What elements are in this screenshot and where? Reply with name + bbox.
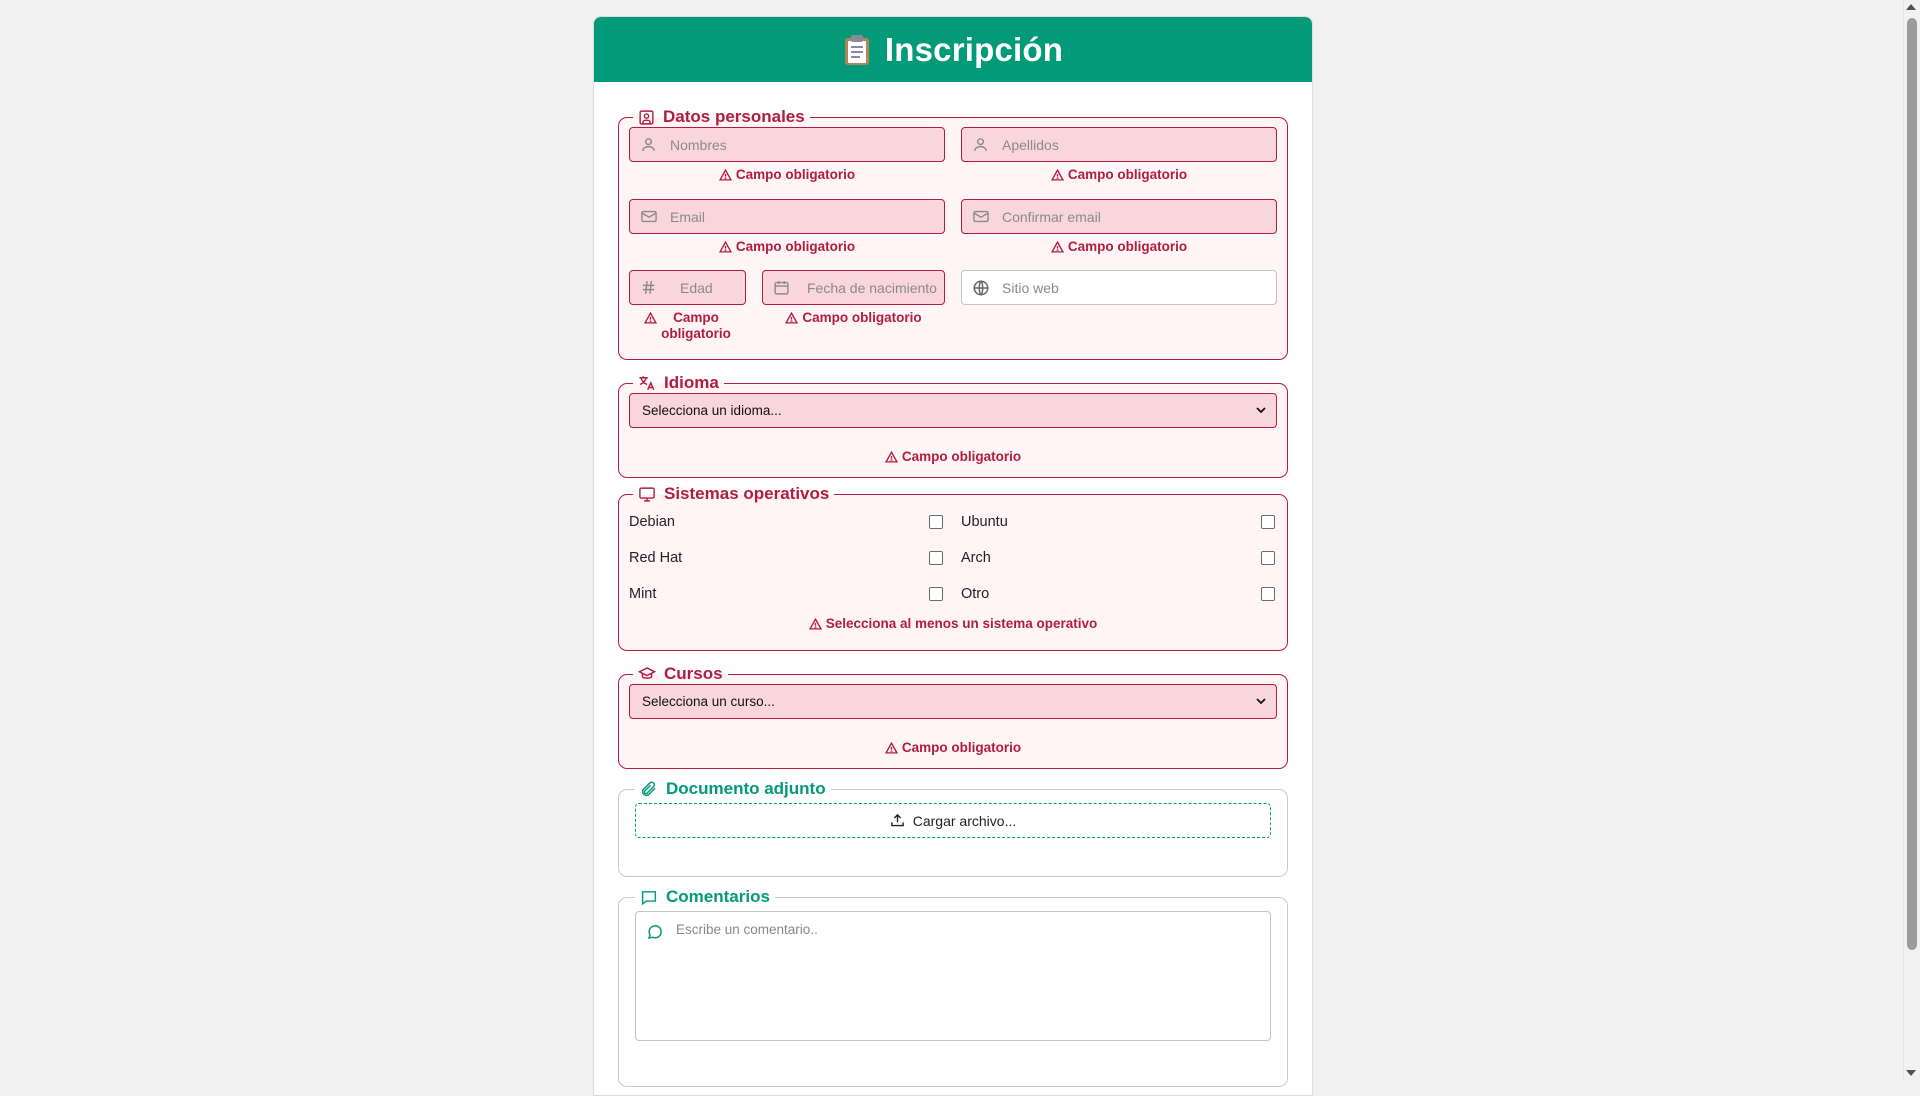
- os-checkbox-redhat[interactable]: [929, 551, 943, 565]
- warning-icon: [644, 312, 657, 324]
- cursos-title: Cursos: [664, 664, 723, 683]
- os-checkbox-otro[interactable]: [1261, 587, 1275, 601]
- fecha-input[interactable]: [763, 271, 944, 304]
- scroll-down-arrow-icon[interactable]: [1906, 1070, 1916, 1076]
- warning-icon: [719, 241, 732, 253]
- email-field[interactable]: [629, 199, 945, 234]
- upload-icon: [890, 813, 905, 828]
- sitio-web-input[interactable]: [962, 271, 1276, 304]
- confirm-email-input[interactable]: [962, 200, 1276, 233]
- warning-icon: [1051, 241, 1064, 253]
- message-circle-icon: [646, 923, 664, 941]
- os-option-redhat[interactable]: [629, 540, 945, 576]
- idioma-error-text: Campo obligatorio: [901, 449, 1022, 464]
- nombres-error: [629, 167, 945, 183]
- id-card-icon: [638, 109, 655, 126]
- warning-icon: [885, 451, 898, 463]
- os-label-mint: Mint: [629, 586, 657, 602]
- apellidos-error-text: Campo obligatorio: [1067, 167, 1188, 182]
- os-label-otro: Otro: [961, 586, 990, 602]
- confirm-email-field[interactable]: [961, 199, 1277, 234]
- os-section: [618, 484, 1288, 651]
- warning-icon: [785, 312, 798, 324]
- chevron-down-icon: [1256, 698, 1266, 705]
- message-square-icon: [640, 889, 658, 906]
- warning-icon: [719, 169, 732, 181]
- user-icon: [972, 136, 989, 153]
- os-option-ubuntu[interactable]: [961, 504, 1277, 540]
- os-checkbox-debian[interactable]: [929, 515, 943, 529]
- idioma-error: [629, 449, 1277, 465]
- os-legend: [633, 484, 834, 504]
- comment-textarea[interactable]: [635, 911, 1271, 1041]
- idioma-legend: [633, 373, 724, 393]
- form-header: [594, 17, 1312, 82]
- os-label-redhat: Red Hat: [629, 550, 683, 566]
- email-error: [629, 239, 945, 255]
- apellidos-input[interactable]: [962, 128, 1276, 161]
- cursos-error-text: Campo obligatorio: [901, 740, 1022, 755]
- personal-data-legend: [633, 107, 810, 127]
- nombres-input[interactable]: [630, 128, 944, 161]
- cursos-select[interactable]: [629, 684, 1277, 719]
- cursos-section: [618, 664, 1288, 769]
- nombres-error-text: Campo obligatorio: [735, 167, 856, 182]
- os-label-debian: Debian: [629, 514, 675, 530]
- edad-error-text: Campo obligatorio: [661, 310, 731, 341]
- fecha-field[interactable]: [762, 270, 945, 305]
- os-title: Sistemas operativos: [664, 484, 830, 503]
- translate-icon: [638, 374, 656, 392]
- idioma-selected: Selecciona un idioma...: [642, 403, 782, 418]
- registration-card: [593, 16, 1313, 1096]
- upload-button[interactable]: [635, 803, 1271, 838]
- confirm-email-error-text: Campo obligatorio: [1067, 239, 1188, 254]
- scrollbar-thumb[interactable]: [1907, 18, 1917, 950]
- nombres-field[interactable]: [629, 127, 945, 162]
- comentarios-legend: [635, 887, 775, 907]
- email-input[interactable]: [630, 200, 944, 233]
- idioma-section: [618, 373, 1288, 478]
- paperclip-icon: [640, 780, 658, 798]
- os-label-ubuntu: Ubuntu: [961, 514, 1008, 530]
- idioma-select[interactable]: [629, 393, 1277, 428]
- personal-data-section: [618, 107, 1288, 360]
- email-error-text: Campo obligatorio: [735, 239, 856, 254]
- sitio-web-field[interactable]: [961, 270, 1277, 305]
- comment-placeholder: Escribe un comentario..: [676, 922, 818, 937]
- os-checkbox-mint[interactable]: [929, 587, 943, 601]
- hash-icon: [640, 279, 657, 296]
- comentarios-section: [618, 887, 1288, 1087]
- os-option-debian[interactable]: [629, 504, 945, 540]
- mail-icon: [972, 208, 990, 225]
- os-checkbox-arch[interactable]: [1261, 551, 1275, 565]
- os-option-arch[interactable]: [961, 540, 1277, 576]
- os-checkbox-ubuntu[interactable]: [1261, 515, 1275, 529]
- warning-icon: [885, 742, 898, 754]
- personal-data-title: Datos personales: [663, 107, 805, 126]
- warning-icon: [1051, 169, 1064, 181]
- edad-field[interactable]: [629, 270, 746, 305]
- edad-error: [629, 310, 746, 342]
- adjunto-section: [618, 779, 1288, 877]
- cursos-selected: Selecciona un curso...: [642, 694, 775, 709]
- page-scrollbar[interactable]: [1903, 0, 1920, 1080]
- apellidos-error: [961, 167, 1277, 183]
- fecha-error-text: Campo obligatorio: [802, 310, 922, 325]
- globe-icon: [972, 279, 990, 297]
- cursos-legend: [633, 664, 728, 684]
- os-option-otro[interactable]: [961, 576, 1277, 612]
- upload-label: Cargar archivo...: [912, 812, 1017, 829]
- os-option-mint[interactable]: [629, 576, 945, 612]
- comentarios-title: Comentarios: [666, 887, 770, 906]
- calendar-icon: [773, 279, 790, 296]
- chevron-down-icon: [1256, 407, 1266, 414]
- os-error-text: Selecciona al menos un sistema operativo: [825, 616, 1098, 631]
- monitor-icon: [638, 486, 656, 503]
- idioma-title: Idioma: [664, 373, 719, 392]
- apellidos-field[interactable]: [961, 127, 1277, 162]
- warning-icon: [809, 618, 822, 630]
- os-error: [629, 616, 1277, 632]
- scroll-up-arrow-icon[interactable]: [1906, 4, 1916, 10]
- adjunto-legend: [635, 779, 831, 799]
- fecha-error: [762, 310, 945, 326]
- cursos-error: [629, 740, 1277, 756]
- os-label-arch: Arch: [961, 550, 991, 566]
- clipboard-icon: [843, 34, 871, 66]
- mail-icon: [640, 208, 658, 225]
- graduation-cap-icon: [638, 666, 656, 682]
- user-icon: [640, 136, 657, 153]
- adjunto-title: Documento adjunto: [666, 779, 826, 798]
- confirm-email-error: [961, 239, 1277, 255]
- page-title: Inscripción: [884, 30, 1064, 68]
